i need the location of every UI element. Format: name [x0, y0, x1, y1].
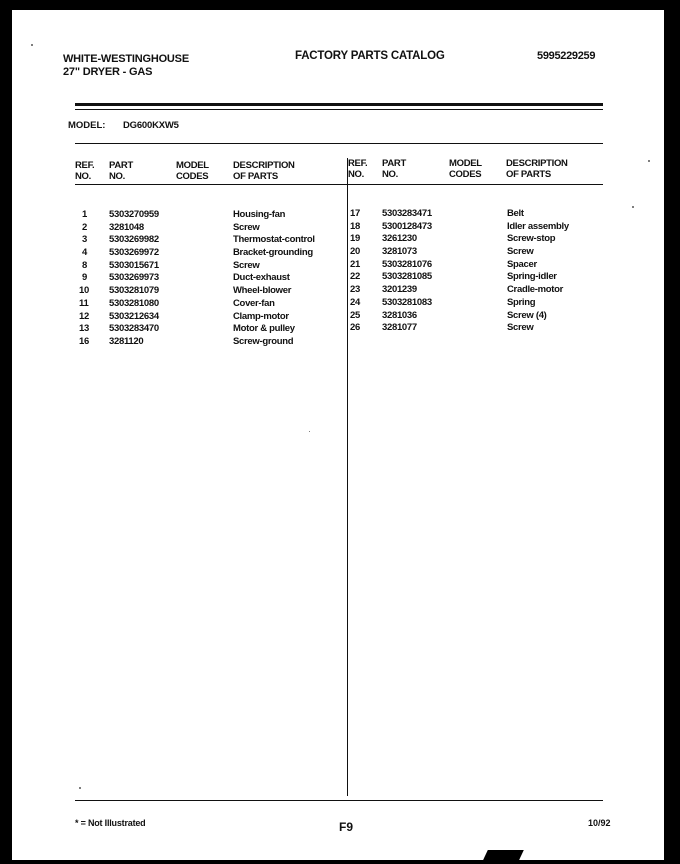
parts-row	[12, 221, 664, 234]
part-number: 3281120	[109, 335, 144, 347]
ref-number: 18	[350, 220, 360, 232]
right-desc-header	[506, 158, 568, 180]
part-description: Thermostat-control	[233, 234, 315, 246]
part-number: 5303281083	[382, 296, 432, 308]
part-number: 3201239	[382, 284, 417, 296]
part-description: Idler assembly	[507, 220, 569, 232]
left-desc-header	[233, 160, 295, 182]
product-name: 27" DRYER - GAS	[63, 66, 153, 78]
scan-speck	[632, 206, 634, 208]
ref-number: 24	[350, 296, 360, 308]
column-header-rule	[75, 184, 603, 185]
parts-row	[12, 259, 664, 272]
part-description: Bracket-grounding	[233, 247, 313, 259]
part-number: 5303269973	[109, 272, 159, 284]
left-codes-header	[176, 160, 209, 182]
part-number: 3281073	[382, 246, 417, 258]
part-description: Motor & pulley	[233, 323, 295, 335]
part-description: Spring-idler	[507, 271, 557, 283]
part-number: 5303283470	[109, 323, 159, 335]
part-description: Screw (4)	[507, 309, 547, 321]
part-number: 3281048	[109, 221, 144, 233]
part-description: Screw	[233, 259, 260, 271]
part-description: Screw-stop	[507, 233, 556, 245]
parts-row	[12, 284, 664, 297]
part-description: Wheel-blower	[233, 285, 292, 297]
part-number: 5303281076	[382, 258, 432, 270]
part-number: 3281077	[382, 322, 417, 334]
catalog-number: 5995229259	[537, 50, 596, 62]
part-description: Duct-exhaust	[233, 272, 290, 284]
ref-number: 9	[82, 272, 87, 284]
ref-header-line2: NO.	[75, 171, 91, 182]
parts-row	[12, 246, 664, 259]
ref-number: 26	[350, 322, 360, 334]
scan-edge-mark	[482, 850, 524, 862]
parts-row	[12, 208, 664, 221]
ref-number: 4	[82, 247, 87, 259]
parts-row	[12, 233, 664, 246]
ref-number: 22	[350, 271, 360, 283]
part-header-line2: NO.	[109, 171, 125, 182]
catalog-page	[12, 10, 664, 860]
part-number: 5300128473	[382, 220, 432, 232]
ref-header-line2: NO.	[348, 169, 364, 180]
scan-speck	[31, 44, 33, 46]
parts-row	[12, 336, 342, 349]
bottom-rule	[75, 800, 603, 801]
part-description: Screw	[233, 221, 260, 233]
ref-header-line1: REF.	[348, 158, 368, 169]
ref-number: 21	[350, 258, 360, 270]
catalog-title: FACTORY PARTS CATALOG	[295, 50, 445, 62]
ref-number: 3	[82, 234, 87, 246]
brand-block	[63, 53, 189, 79]
codes-header-line2: CODES	[176, 171, 209, 182]
ref-number: 16	[79, 335, 89, 347]
part-number: 5303281085	[382, 271, 432, 283]
right-part-header	[382, 158, 406, 180]
desc-header-line2: OF PARTS	[233, 171, 278, 182]
part-description: Belt	[507, 208, 524, 219]
part-description: Cover-fan	[233, 297, 275, 309]
right-ref-header	[348, 158, 367, 180]
ref-number: 25	[350, 309, 360, 321]
scan-speck	[79, 787, 81, 789]
right-codes-header	[449, 158, 482, 180]
ref-number: 13	[79, 323, 89, 335]
part-description: Clamp-motor	[233, 310, 289, 322]
ref-number: 23	[350, 284, 360, 296]
footnote: * = Not Illustrated	[75, 818, 146, 828]
ref-number: 17	[350, 208, 360, 219]
desc-header-line2: OF PARTS	[506, 169, 551, 180]
ref-number: 8	[82, 259, 87, 271]
ref-number: 11	[79, 297, 89, 309]
left-ref-header	[75, 160, 94, 182]
part-number: 5303015671	[109, 259, 159, 271]
model-rule	[75, 143, 603, 144]
model-label: MODEL:	[68, 120, 106, 131]
part-number: 5303269972	[109, 247, 159, 259]
left-part-header	[109, 160, 133, 182]
model-value: DG600KXW5	[123, 120, 179, 131]
desc-header-line1: DESCRIPTION	[506, 158, 568, 169]
ref-number: 10	[79, 285, 89, 297]
part-number: 5303281079	[109, 285, 159, 297]
part-number: 5303270959	[109, 209, 159, 220]
part-number: 3261230	[382, 233, 417, 245]
codes-header-line2: CODES	[449, 169, 482, 180]
codes-header-line1: MODEL	[176, 160, 209, 171]
part-header-line1: PART	[382, 158, 406, 169]
part-description: Screw	[507, 322, 534, 334]
ref-number: 19	[350, 233, 360, 245]
ref-number: 1	[82, 209, 87, 220]
scan-speck	[648, 160, 650, 162]
part-number: 3281036	[382, 309, 417, 321]
page-code: F9	[339, 820, 354, 834]
ref-header-line1: REF.	[75, 160, 95, 171]
ref-number: 20	[350, 246, 360, 258]
part-header-line1: PART	[109, 160, 133, 171]
parts-row	[12, 310, 664, 323]
header-rule-thick	[75, 103, 603, 106]
right-parts-list	[12, 208, 664, 335]
parts-row	[12, 271, 664, 284]
part-header-line2: NO.	[382, 169, 398, 180]
part-number: 5303269982	[109, 234, 159, 246]
brand-name: WHITE-WESTINGHOUSE	[63, 53, 189, 65]
parts-row	[12, 297, 664, 310]
codes-header-line1: MODEL	[449, 158, 482, 169]
parts-row	[12, 322, 664, 335]
part-description: Spring	[507, 296, 536, 308]
part-number: 5303212634	[109, 310, 159, 322]
ref-number: 2	[82, 221, 87, 233]
ref-number: 12	[79, 310, 89, 322]
part-description: Screw	[507, 246, 534, 258]
date-code: 10/92	[588, 818, 611, 828]
desc-header-line1: DESCRIPTION	[233, 160, 295, 171]
part-description: Housing-fan	[233, 209, 286, 220]
part-number: 5303283471	[382, 208, 432, 219]
part-number: 5303281080	[109, 297, 159, 309]
part-description: Cradle-motor	[507, 284, 564, 296]
header-rule-thin	[75, 109, 603, 110]
scan-speck	[309, 431, 310, 432]
part-description: Spacer	[507, 258, 537, 270]
part-description: Screw-ground	[233, 335, 294, 347]
